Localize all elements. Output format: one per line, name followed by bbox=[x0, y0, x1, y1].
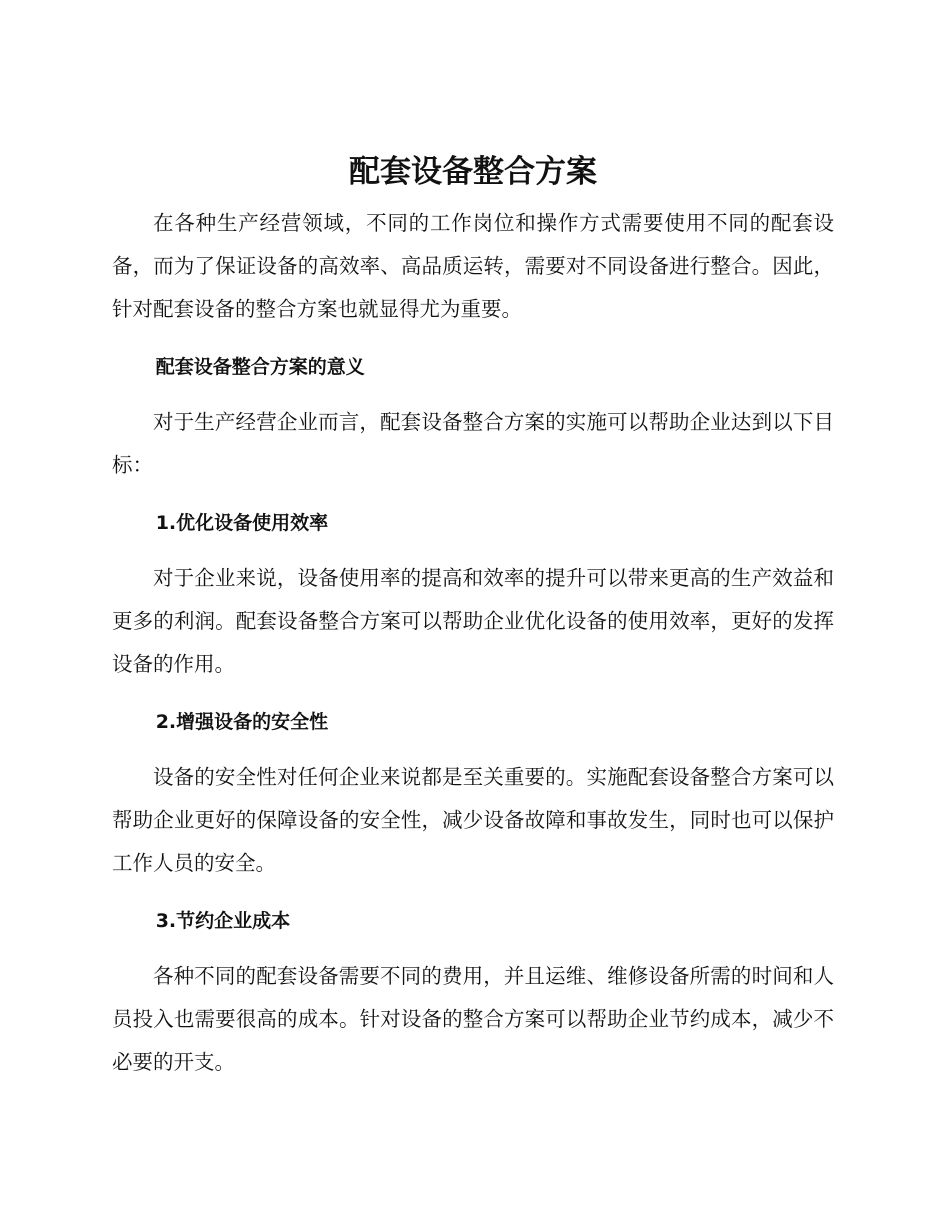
item-3-heading: 3.节约企业成本 bbox=[155, 910, 291, 932]
section-heading: 配套设备整合方案的意义 bbox=[155, 356, 365, 378]
item-3-body: 各种不同的配套设备需要不同的费用，并且运维、维修设备所需的时间和人员投入也需要很高的成本。针对设备的整合方案可以帮助企业节约成本，减少不必要的开支。 bbox=[112, 964, 834, 1074]
item-2-body: 设备的安全性对任何企业来说都是至关重要的。实施配套设备整合方案可以帮助企业更好的保障设备的安全性，减少设备故障和事故发生，同时也可以保护工作人员的安全。 bbox=[112, 765, 834, 875]
intro-paragraph: 在各种生产经营领域，不同的工作岗位和操作方式需要使用不同的配套设备，而为了保证设备的高效率、高品质运转，需要对不同设备进行整合。因此，针对配套设备的整合方案也就显得尤为重要。 bbox=[112, 211, 834, 321]
document-title: 配套设备整合方案 bbox=[349, 154, 597, 190]
item-1-heading: 1.优化设备使用效率 bbox=[155, 512, 329, 534]
section-intro-paragraph: 对于生产经营企业而言，配套设备整合方案的实施可以帮助企业达到以下目标： bbox=[112, 410, 834, 477]
item-1-body: 对于企业来说，设备使用率的提高和效率的提升可以带来更高的生产效益和更多的利润。配套设备整合方案可以帮助企业优化设备的使用效率，更好的发挥设备的作用。 bbox=[112, 566, 834, 676]
item-2-heading: 2.增强设备的安全性 bbox=[155, 711, 329, 733]
document-page bbox=[112, 150, 834, 1084]
